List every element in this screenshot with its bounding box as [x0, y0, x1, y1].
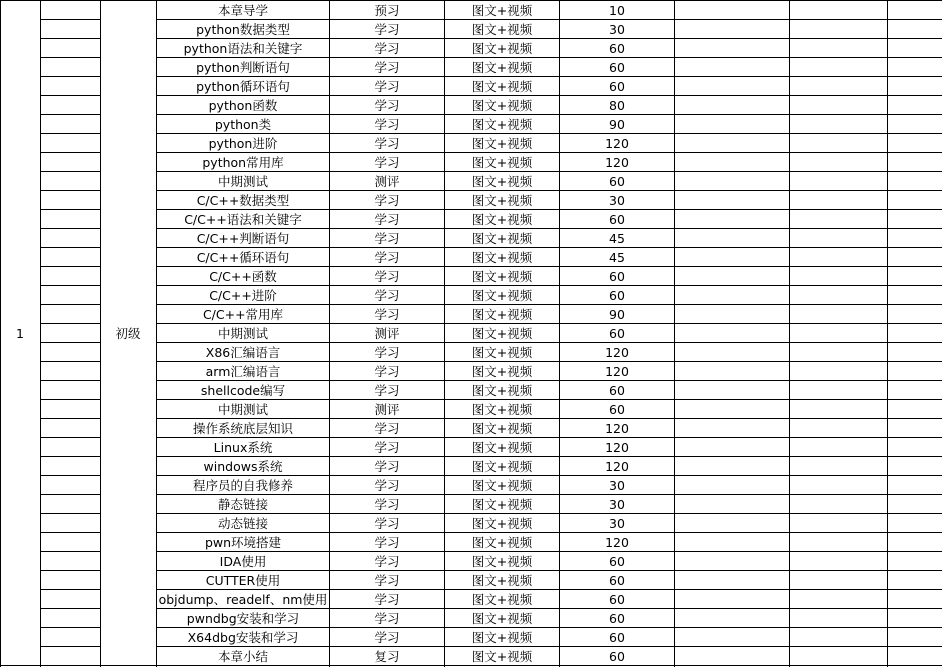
cell-minutes[interactable]: 30: [609, 516, 625, 531]
row-divider: [40, 95, 100, 96]
cell-format[interactable]: 图文+视频: [471, 136, 533, 151]
cell-chapter[interactable]: 中期测试: [217, 326, 268, 341]
cell-minutes[interactable]: 30: [609, 193, 625, 208]
cell-minutes[interactable]: 45: [609, 231, 625, 246]
row-divider: [40, 228, 100, 229]
level-cell[interactable]: 初级: [115, 326, 141, 341]
cell-type[interactable]: 学习: [374, 592, 400, 607]
cell-chapter[interactable]: CUTTER使用: [205, 573, 281, 588]
row-divider: [40, 456, 100, 457]
cell-format[interactable]: 图文+视频: [471, 22, 533, 37]
cell-chapter[interactable]: 操作系统底层知识: [192, 421, 293, 436]
cell-type[interactable]: 学习: [374, 554, 400, 569]
column-divider: [789, 0, 790, 667]
cell-minutes[interactable]: 120: [605, 136, 629, 151]
cell-format[interactable]: 图文+视频: [471, 630, 533, 645]
cell-format[interactable]: 图文+视频: [471, 421, 533, 436]
cell-minutes[interactable]: 60: [609, 630, 625, 645]
row-divider: [40, 608, 100, 609]
row-divider: [40, 494, 100, 495]
cell-format[interactable]: 图文+视频: [471, 554, 533, 569]
cell-chapter[interactable]: pwn环境搭建: [204, 535, 282, 550]
row-divider: [40, 418, 100, 419]
cell-type[interactable]: 学习: [374, 573, 400, 588]
cell-type[interactable]: 学习: [374, 155, 400, 170]
cell-minutes[interactable]: 60: [609, 174, 625, 189]
cell-type[interactable]: 学习: [374, 136, 400, 151]
row-divider: [40, 361, 100, 362]
cell-minutes[interactable]: 30: [609, 497, 625, 512]
row-divider: [40, 380, 100, 381]
cell-chapter[interactable]: 本章小结: [217, 649, 268, 664]
cell-chapter[interactable]: python循环语句: [196, 79, 290, 94]
cell-chapter[interactable]: shellcode编写: [200, 383, 286, 398]
row-divider: [40, 171, 100, 172]
cell-type[interactable]: 学习: [374, 535, 400, 550]
cell-format[interactable]: 图文+视频: [471, 3, 533, 18]
cell-minutes[interactable]: 120: [605, 421, 629, 436]
cell-minutes[interactable]: 30: [609, 478, 625, 493]
cell-type[interactable]: 学习: [374, 117, 400, 132]
cell-chapter[interactable]: 静态链接: [217, 497, 268, 512]
cell-minutes[interactable]: 120: [605, 459, 629, 474]
cell-type[interactable]: 学习: [374, 250, 400, 265]
cell-type[interactable]: 学习: [374, 22, 400, 37]
row-divider: [40, 247, 100, 248]
cell-format[interactable]: 图文+视频: [471, 326, 533, 341]
cell-minutes[interactable]: 120: [605, 345, 629, 360]
cell-format[interactable]: 图文+视频: [471, 459, 533, 474]
row-divider: [40, 532, 100, 533]
row-divider: [40, 114, 100, 115]
index-cell[interactable]: 1: [16, 326, 24, 341]
cell-minutes[interactable]: 60: [609, 326, 625, 341]
cell-type[interactable]: 测评: [374, 326, 400, 341]
cell-format[interactable]: 图文+视频: [471, 516, 533, 531]
row-divider: [40, 57, 100, 58]
cell-chapter[interactable]: python判断语句: [196, 60, 290, 75]
cell-type[interactable]: 学习: [374, 193, 400, 208]
cell-type[interactable]: 学习: [374, 630, 400, 645]
cell-minutes[interactable]: 90: [609, 117, 625, 132]
cell-chapter[interactable]: 程序员的自我修养: [192, 478, 293, 493]
row-divider: [40, 323, 100, 324]
cell-minutes[interactable]: 80: [609, 98, 625, 113]
cell-minutes[interactable]: 60: [609, 383, 625, 398]
cell-chapter[interactable]: python语法和关键字: [183, 41, 303, 56]
cell-minutes[interactable]: 60: [609, 592, 625, 607]
cell-type[interactable]: 学习: [374, 98, 400, 113]
cell-chapter[interactable]: X64dbg安装和学习: [187, 630, 299, 645]
cell-format[interactable]: 图文+视频: [471, 611, 533, 626]
row-divider: [40, 209, 100, 210]
cell-format[interactable]: 图文+视频: [471, 79, 533, 94]
cell-type[interactable]: 学习: [374, 421, 400, 436]
row-divider: [40, 513, 100, 514]
cell-chapter[interactable]: C/C++进阶: [209, 288, 277, 303]
cell-type[interactable]: 学习: [374, 212, 400, 227]
row-divider: [40, 570, 100, 571]
cell-format[interactable]: 图文+视频: [471, 535, 533, 550]
cell-format[interactable]: 图文+视频: [471, 250, 533, 265]
cell-type[interactable]: 学习: [374, 497, 400, 512]
cell-type[interactable]: 学习: [374, 516, 400, 531]
cell-minutes[interactable]: 60: [609, 269, 625, 284]
cell-minutes[interactable]: 10: [609, 3, 625, 18]
row-divider: [40, 152, 100, 153]
cell-type[interactable]: 学习: [374, 307, 400, 322]
cell-chapter[interactable]: IDA使用: [219, 554, 267, 569]
cell-format[interactable]: 图文+视频: [471, 497, 533, 512]
row-divider: [40, 285, 100, 286]
cell-minutes[interactable]: 120: [605, 440, 629, 455]
cell-format[interactable]: 图文+视频: [471, 364, 533, 379]
cell-type[interactable]: 学习: [374, 288, 400, 303]
cell-chapter[interactable]: C/C++判断语句: [196, 231, 290, 246]
cell-format[interactable]: 图文+视频: [471, 383, 533, 398]
cell-chapter[interactable]: 中期测试: [217, 402, 268, 417]
row-divider: [40, 437, 100, 438]
column-divider: [887, 0, 888, 667]
cell-type[interactable]: 学习: [374, 231, 400, 246]
row-divider: [40, 399, 100, 400]
cell-minutes[interactable]: 60: [609, 212, 625, 227]
cell-chapter[interactable]: python数据类型: [196, 22, 290, 37]
column-divider: [0, 0, 1, 667]
cell-format[interactable]: 图文+视频: [471, 60, 533, 75]
cell-chapter[interactable]: C/C++数据类型: [196, 193, 290, 208]
row-divider: [40, 627, 100, 628]
cell-type[interactable]: 学习: [374, 345, 400, 360]
cell-minutes[interactable]: 60: [609, 611, 625, 626]
cell-chapter[interactable]: windows系统: [203, 459, 283, 474]
cell-chapter[interactable]: python进阶: [208, 136, 278, 151]
cell-minutes[interactable]: 60: [609, 573, 625, 588]
cell-minutes[interactable]: 60: [609, 649, 625, 664]
cell-type[interactable]: 学习: [374, 383, 400, 398]
cell-chapter[interactable]: 动态链接: [217, 516, 268, 531]
cell-type[interactable]: 学习: [374, 478, 400, 493]
cell-type[interactable]: 学习: [374, 440, 400, 455]
cell-format[interactable]: 图文+视频: [471, 269, 533, 284]
cell-chapter[interactable]: X86汇编语言: [205, 345, 281, 360]
column-divider: [40, 0, 41, 667]
cell-format[interactable]: 图文+视频: [471, 193, 533, 208]
cell-format[interactable]: 图文+视频: [471, 307, 533, 322]
cell-type[interactable]: 学习: [374, 611, 400, 626]
cell-chapter[interactable]: C/C++循环语句: [196, 250, 290, 265]
cell-type[interactable]: 学习: [374, 364, 400, 379]
cell-format[interactable]: 图文+视频: [471, 592, 533, 607]
cell-chapter[interactable]: python类: [214, 117, 272, 132]
cell-format[interactable]: 图文+视频: [471, 231, 533, 246]
cell-format[interactable]: 图文+视频: [471, 478, 533, 493]
cell-chapter[interactable]: 本章导学: [217, 3, 268, 18]
cell-format[interactable]: 图文+视频: [471, 155, 533, 170]
row-divider: [40, 266, 100, 267]
cell-format[interactable]: 图文+视频: [471, 440, 533, 455]
column-divider: [674, 0, 675, 667]
cell-format[interactable]: 图文+视频: [471, 649, 533, 664]
cell-minutes[interactable]: 120: [605, 364, 629, 379]
row-divider: [40, 475, 100, 476]
cell-format[interactable]: 图文+视频: [471, 345, 533, 360]
row-divider: [40, 38, 100, 39]
cell-minutes[interactable]: 60: [609, 554, 625, 569]
cell-minutes[interactable]: 30: [609, 22, 625, 37]
cell-type[interactable]: 测评: [374, 174, 400, 189]
cell-type[interactable]: 复习: [374, 649, 400, 664]
cell-type[interactable]: 预习: [374, 3, 400, 18]
row-divider: [40, 646, 100, 647]
row-divider: [40, 19, 100, 20]
row-divider: [40, 190, 100, 191]
cell-minutes[interactable]: 60: [609, 41, 625, 56]
cell-type[interactable]: 学习: [374, 79, 400, 94]
cell-type[interactable]: 学习: [374, 41, 400, 56]
cell-minutes[interactable]: 60: [609, 60, 625, 75]
row-divider: [40, 551, 100, 552]
cell-minutes[interactable]: 60: [609, 79, 625, 94]
cell-chapter[interactable]: python函数: [208, 98, 278, 113]
cell-type[interactable]: 学习: [374, 459, 400, 474]
cell-format[interactable]: 图文+视频: [471, 41, 533, 56]
row-divider: [40, 589, 100, 590]
column-divider: [100, 0, 101, 667]
cell-format[interactable]: 图文+视频: [471, 573, 533, 588]
cell-chapter[interactable]: python常用库: [202, 155, 284, 170]
cell-minutes[interactable]: 45: [609, 250, 625, 265]
cell-format[interactable]: 图文+视频: [471, 174, 533, 189]
cell-format[interactable]: 图文+视频: [471, 288, 533, 303]
row-divider: [40, 76, 100, 77]
cell-minutes[interactable]: 90: [609, 307, 625, 322]
cell-chapter[interactable]: C/C++函数: [209, 269, 277, 284]
cell-type[interactable]: 学习: [374, 60, 400, 75]
cell-chapter[interactable]: Linux系统: [213, 440, 273, 455]
cell-format[interactable]: 图文+视频: [471, 212, 533, 227]
cell-type[interactable]: 测评: [374, 402, 400, 417]
cell-chapter[interactable]: arm汇编语言: [205, 364, 281, 379]
cell-chapter[interactable]: C/C++语法和关键字: [184, 212, 302, 227]
cell-minutes[interactable]: 60: [609, 402, 625, 417]
row-divider: [40, 133, 100, 134]
cell-minutes[interactable]: 60: [609, 288, 625, 303]
cell-chapter[interactable]: 中期测试: [217, 174, 268, 189]
cell-format[interactable]: 图文+视频: [471, 117, 533, 132]
cell-chapter[interactable]: objdump、readelf、nm使用: [158, 592, 328, 607]
cell-type[interactable]: 学习: [374, 269, 400, 284]
row-divider: [40, 342, 100, 343]
cell-minutes[interactable]: 120: [605, 155, 629, 170]
cell-chapter[interactable]: pwndbg安装和学习: [186, 611, 300, 626]
row-divider: [40, 304, 100, 305]
cell-format[interactable]: 图文+视频: [471, 402, 533, 417]
cell-format[interactable]: 图文+视频: [471, 98, 533, 113]
cell-minutes[interactable]: 120: [605, 535, 629, 550]
cell-chapter[interactable]: C/C++常用库: [202, 307, 284, 322]
